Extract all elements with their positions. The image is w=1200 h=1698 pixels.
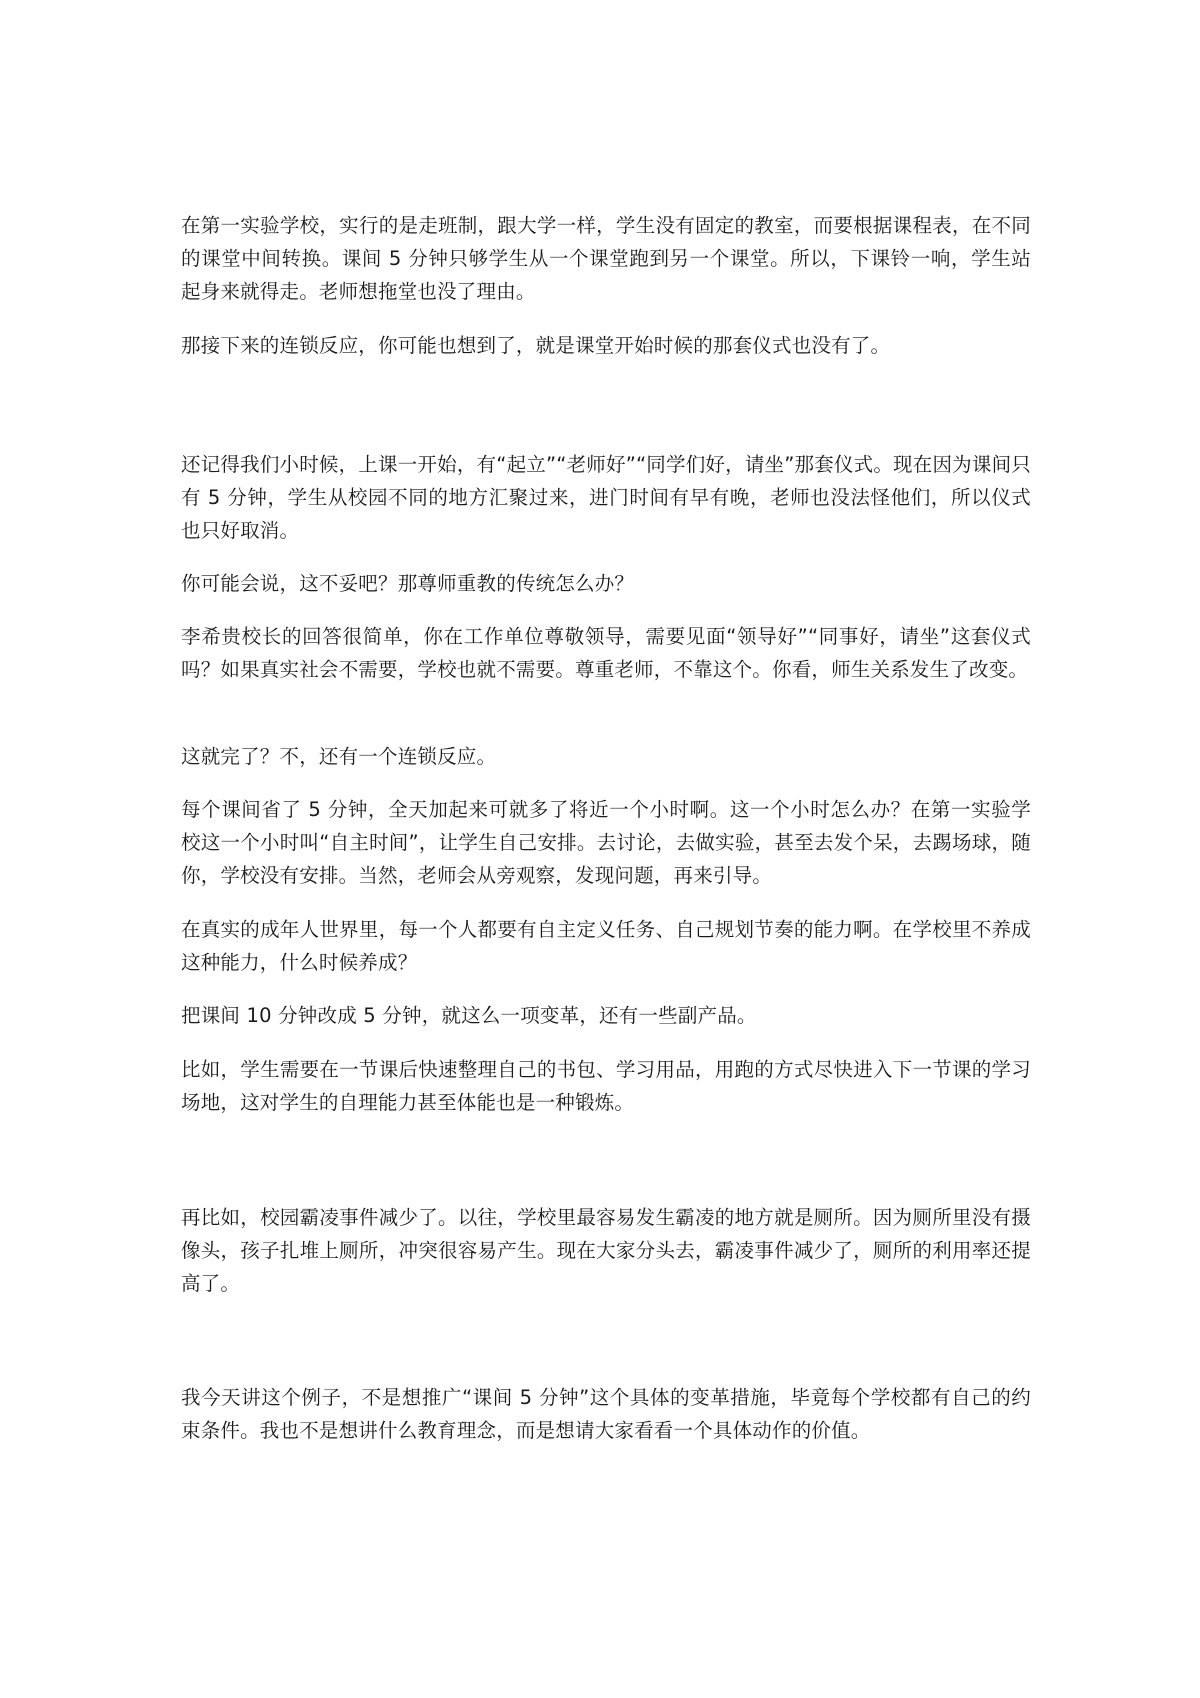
paragraph: 这就完了？不，还有一个连锁反应。 xyxy=(181,745,497,768)
paragraph: 在真实的成年人世界里，每一个人都要有自主定义任务、自己规划节奏的能力啊。在学校里不养成这种能力，什么时候养成？ xyxy=(181,918,1031,974)
paragraph: 每个课间省了 5 分钟，全天加起来可就多了将近一个小时啊。这一个小时怎么办？在第一实验学校这一个小时叫“自主时间”，让学生自己安排。去讨论，去做实验，甚至去发个呆，去踢场球，随你，学校没有安排。当然，老师会从旁观察，发现问题，再来引导。 xyxy=(181,798,1031,887)
paragraph: 李希贵校长的回答很简单，你在工作单位尊敬领导，需要见面“领导好”“同事好，请坐”这套仪式吗？如果真实社会不需要，学校也就不需要。尊重老师，不靠这个。你看，师生关系发生了改变。 xyxy=(181,625,1031,681)
paragraph: 还记得我们小时候，上课一开始，有“起立”“老师好”“同学们好，请坐”那套仪式。现在因为课间只有 5 分钟，学生从校园不同的地方汇聚过来，进门时间有早有晚，老师也没法怪他们，所以仪式也只好取消。 xyxy=(181,453,1031,542)
paragraph: 比如，学生需要在一节课后快速整理自己的书包、学习用品，用跑的方式尽快进入下一节课的学习场地，这对学生的自理能力甚至体能也是一种锻炼。 xyxy=(181,1058,1031,1114)
paragraph: 再比如，校园霸凌事件减少了。以往，学校里最容易发生霸凌的地方就是厕所。因为厕所里没有摄像头，孩子扎堆上厕所，冲突很容易产生。现在大家分头去，霸凌事件减少了，厕所的利用率还提高了。 xyxy=(181,1206,1031,1295)
paragraph: 那接下来的连锁反应，你可能也想到了，就是课堂开始时候的那套仪式也没有了。 xyxy=(181,334,891,357)
paragraph: 在第一实验学校，实行的是走班制，跟大学一样，学生没有固定的教室，而要根据课程表，在不同的课堂中间转换。课间 5 分钟只够学生从一个课堂跑到另一个课堂。所以，下课铃一响，学生站起身来就得走。老师想拖堂也没了理由。 xyxy=(181,214,1031,303)
paragraph: 我今天讲这个例子，不是想推广“课间 5 分钟”这个具体的变革措施，毕竟每个学校都有自己的约束条件。我也不是想讲什么教育理念，而是想请大家看看一个具体动作的价值。 xyxy=(181,1386,1031,1442)
paragraph: 你可能会说，这不妥吧？那尊师重教的传统怎么办？ xyxy=(181,572,635,595)
paragraph: 把课间 10 分钟改成 5 分钟，就这么一项变革，还有一些副产品。 xyxy=(181,1004,757,1027)
